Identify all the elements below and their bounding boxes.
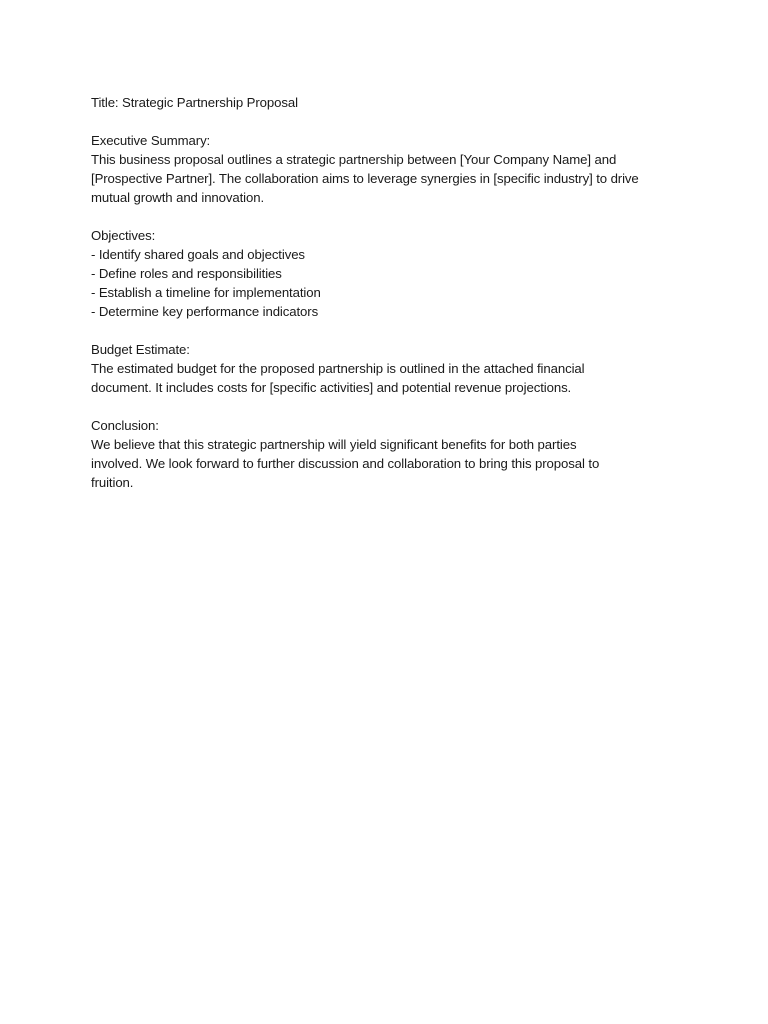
document-page (91, 93, 691, 492)
executive-summary-line: mutual growth and innovation. (91, 190, 265, 205)
budget-line: document. It includes costs for [specific activities] and potential revenue projections. (91, 380, 572, 395)
paragraph-spacer (91, 397, 691, 416)
conclusion-heading: Conclusion: (91, 418, 159, 433)
budget-section (91, 340, 691, 397)
executive-summary-section (91, 131, 691, 207)
objective-item: - Establish a timeline for implementation (91, 285, 321, 300)
objective-item: - Identify shared goals and objectives (91, 247, 305, 262)
conclusion-line: involved. We look forward to further discussion and collaboration to bring this proposal to (91, 456, 600, 471)
executive-summary-heading: Executive Summary: (91, 133, 211, 148)
conclusion-line: fruition. (91, 475, 134, 490)
paragraph-spacer (91, 112, 691, 131)
objectives-heading: Objectives: (91, 228, 156, 243)
objectives-section (91, 226, 691, 321)
budget-line: The estimated budget for the proposed partnership is outlined in the attached financial (91, 361, 585, 376)
objective-item: - Determine key performance indicators (91, 304, 319, 319)
objective-item: - Define roles and responsibilities (91, 266, 282, 281)
conclusion-line: We believe that this strategic partnership will yield significant benefits for both parties (91, 437, 577, 452)
document-title: Title: Strategic Partnership Proposal (91, 95, 298, 110)
paragraph-spacer (91, 207, 691, 226)
paragraph-spacer (91, 321, 691, 340)
executive-summary-line: This business proposal outlines a strategic partnership between [Your Company Name] and (91, 152, 617, 167)
conclusion-section (91, 416, 691, 492)
objectives-list (91, 245, 691, 321)
executive-summary-line: [Prospective Partner]. The collaboration aims to leverage synergies in [specific industry] to drive (91, 171, 639, 186)
budget-heading: Budget Estimate: (91, 342, 190, 357)
